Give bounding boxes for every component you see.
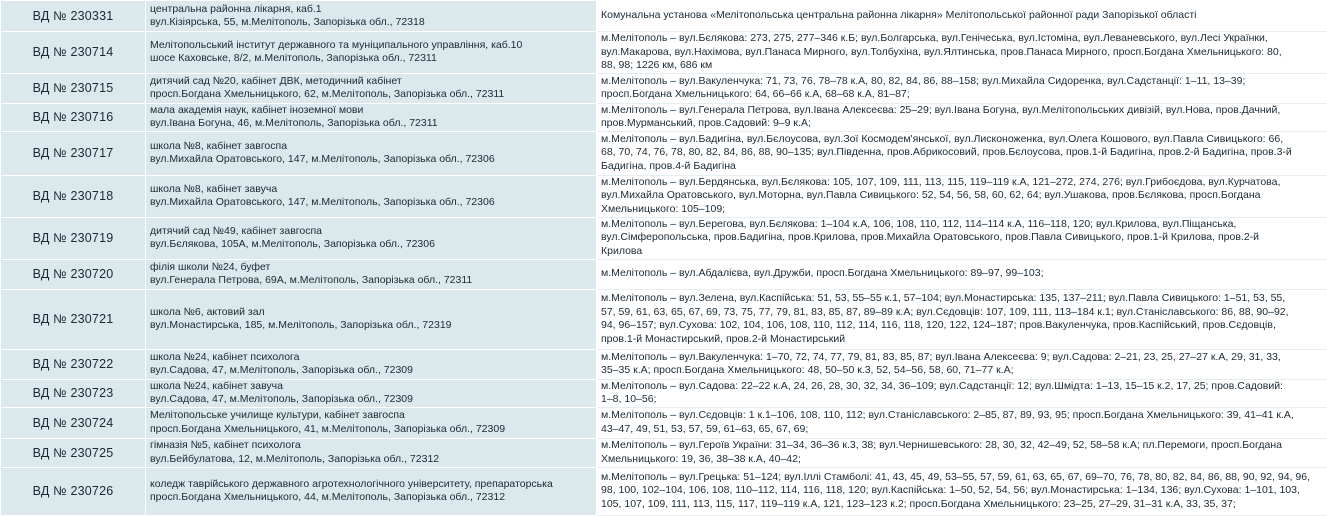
table-row bbox=[1, 1, 1327, 32]
polling-place-address: шосе Каховське, 8/2, м.Мелітополь, Запорізька обл., 72311 bbox=[150, 52, 437, 65]
boundary-text-line: вул.Михайла Оратовського, вул.Моторна, вул.Павла Сивицького: 52, 54, 56, 58, 60, 62, 64; вул.Ушакова, пров.Бєлякова, просп.Богдана bbox=[601, 189, 1261, 202]
boundary-text-line: пров.1-й Монастирський, пров.2-й Монастирський bbox=[601, 332, 846, 345]
boundary-text-line: Бадигіна, пров.4-й Бадигіна bbox=[601, 159, 736, 172]
polling-place-address: вул.Михайла Оратовського, 147, м.Мелітополь, Запорізька обл., 72306 bbox=[150, 153, 495, 165]
boundary-text-line: м.Мелітополь – вул.Вакуленчука: 71, 73, 76, 78–78 к.А, 80, 82, 84, 86, 88–158; вул.Михайла Сидоренка, вул.Садстанції: 1–11, 13–39; bbox=[601, 74, 1246, 87]
polling-place-name: школа №6, актовий зал bbox=[150, 305, 265, 318]
district-boundaries bbox=[597, 467, 1327, 515]
boundary-text-line: Комунальна установа «Мелітопольська центральна районна лікарня» Мелітопольської районної ради Запорізької області bbox=[601, 9, 1197, 22]
boundary-text-line: Хмельницького: 19, 36, 38–38 к.А, 40–42; bbox=[601, 452, 801, 465]
district-number: ВД № 230724 bbox=[1, 407, 146, 438]
district-boundaries bbox=[597, 259, 1327, 289]
polling-location bbox=[146, 259, 597, 289]
district-boundaries bbox=[597, 73, 1327, 103]
polling-place-name: Мелітопольське училище культури, кабінет завгоспа bbox=[150, 409, 405, 421]
boundary-text-line: пров.Мурманський, пров.Садовий: 9–9 к.А; bbox=[601, 117, 811, 129]
district-boundaries bbox=[597, 131, 1327, 175]
boundary-text-line: м.Мелітополь – вул.Зелена, вул.Каспійська: 51, 53, 55–55 к.1, 57–104; вул.Монастирська: 135, 137–211; вул.Павла Сивицького: 1–51, 53, 55, bbox=[601, 292, 1286, 304]
district-boundaries bbox=[597, 217, 1327, 259]
boundary-text-line: м.Мелітополь – вул.Сєдовців: 1 к.1–106, 108, 110, 112; вул.Станіславського: 2–85, 87, 89, 93, 95; просп.Богдана Хмельницького: 39, 41–41 к.А, bbox=[601, 409, 1294, 421]
boundary-text-line: 105, 107, 109, 111, 113, 115, 117, 119–119 к.А, 121, 123–123 к.2; просп.Богдана Хмельницького: 23–25, 27–29, 31–31 к.А, 33, 35, 37; bbox=[601, 497, 1236, 510]
table-row bbox=[1, 289, 1327, 349]
boundary-text-line: м.Мелітополь – вул.Берегова, вул.Бєлякова: 1–104 к.А, 106, 108, 110, 112, 114–114 к.А, 116–118, 120; вул.Крилова, вул.Піщанська, bbox=[601, 217, 1237, 230]
table-row bbox=[1, 175, 1327, 217]
polling-place-name: школа №24, кабінет завуча bbox=[150, 379, 283, 392]
polling-place-name: філія школи №24, буфет bbox=[150, 260, 271, 273]
polling-location bbox=[146, 467, 597, 515]
district-number: ВД № 230721 bbox=[1, 289, 146, 349]
table-row bbox=[1, 217, 1327, 259]
polling-location bbox=[146, 438, 597, 467]
boundary-text-line: просп.Богдана Хмельницького: 64, 66–66 к.А, 68–68 к.А, 81–87; bbox=[601, 88, 910, 100]
boundary-text-line: м.Мелітополь – вул.Героїв України: 31–34, 36–36 к.3, 38; вул.Чернишевського: 28, 30, 32, 42–49, 52, 58–58 к.А; пл.Перемоги, просп.Богдана bbox=[601, 439, 1282, 451]
boundary-text-line: 94, 96–157; вул.Сухова: 102, 104, 106, 108, 110, 112, 114, 116, 118, 120, 122, 124–187; пров.Вакуленчука, пров.Каспійський, пров.Сєдовців, bbox=[601, 319, 1276, 331]
district-number: ВД № 230723 bbox=[1, 379, 146, 407]
district-boundaries bbox=[597, 438, 1327, 467]
district-number: ВД № 230726 bbox=[1, 467, 146, 515]
polling-place-name: дитячий сад №20, кабінет ДВК, методичний кабінет bbox=[150, 74, 402, 87]
boundary-text-line: 43–47, 49, 51, 53, 57, 59, 61–63, 65, 67, 69; bbox=[601, 422, 809, 435]
polling-location bbox=[146, 103, 597, 131]
boundary-text-line: 57, 59, 61, 63, 65, 67, 69, 73, 75, 77, 79, 81, 83, 85, 87, 89–89 к.А; вул.Сєдовців: 107, 109, 111, 113–184 к.1; вул.Станіславського: 86, 88, 90–92, bbox=[601, 305, 1289, 318]
district-boundaries bbox=[597, 349, 1327, 379]
district-boundaries bbox=[597, 32, 1327, 74]
polling-location bbox=[146, 349, 597, 379]
boundary-text-line: м.Мелітополь – вул.Садова: 22–22 к.А, 24, 26, 28, 30, 32, 34, 36–109; вул.Садстанції: 12; вул.Шмідта: 1–13, 15–15 к.2, 17, 25; пров.Садовий: bbox=[601, 379, 1283, 392]
boundary-text-line: Хмельницького: 105–109; bbox=[601, 202, 726, 215]
district-number: ВД № 230718 bbox=[1, 175, 146, 217]
boundary-text-line: 1–8, 10–56; bbox=[601, 393, 657, 405]
polling-place-address: вул.Бєлякова, 105А, м.Мелітополь, Запорізька обл., 72306 bbox=[150, 238, 435, 250]
table-row bbox=[1, 131, 1327, 175]
table-row bbox=[1, 259, 1327, 289]
polling-place-address: вул.Садова, 47, м.Мелітополь, Запорізька обл., 72309 bbox=[150, 393, 413, 405]
polling-place-address: вул.Бейбулатова, 12, м.Мелітополь, Запорізька обл., 72312 bbox=[150, 452, 440, 465]
polling-place-name: Мелітопольський інститут державного та муніципального управління, каб.10 bbox=[150, 38, 523, 51]
polling-place-address: вул.Івана Богуна, 46, м.Мелітополь, Запорізька обл., 72311 bbox=[150, 117, 438, 129]
boundary-text-line: вул.Сімферопольська, пров.Бадигіна, пров.Крилова, пров.Михайла Оратовського, пров.Павла Сивицького, пров.1-й Крилова, пров.2-й bbox=[601, 231, 1260, 244]
polling-location bbox=[146, 407, 597, 438]
polling-place-address: просп.Богдана Хмельницького, 44, м.Мелітополь, Запорізька обл., 72312 bbox=[150, 491, 506, 503]
polling-place-address: просп.Богдана Хмельницького, 62, м.Мелітополь, Запорізька обл., 72311 bbox=[150, 88, 505, 100]
polling-location bbox=[146, 131, 597, 175]
polling-place-name: школа №8, кабінет завгоспа bbox=[150, 139, 288, 152]
table-row bbox=[1, 438, 1327, 467]
district-number: ВД № 230720 bbox=[1, 259, 146, 289]
boundary-text-line: вул.Макарова, вул.Нахімова, вул.Панаса Мирного, вул.Толбухіна, вул.Ялтинська, пров.Панаса Мирного, просп.Богдана Хмельницького: 80, bbox=[601, 45, 1282, 58]
table-row bbox=[1, 379, 1327, 407]
polling-location bbox=[146, 1, 597, 32]
district-number: ВД № 230719 bbox=[1, 217, 146, 259]
district-boundaries bbox=[597, 175, 1327, 217]
boundary-text-line: м.Мелітополь – вул.Бєлякова: 273, 275, 277–346 к.Б; вул.Болгарська, вул.Генічеська, вул.Істоміна, вул.Леваневського, вул.Лесі Українки, bbox=[601, 32, 1268, 44]
table-row bbox=[1, 32, 1327, 74]
district-number: ВД № 230715 bbox=[1, 73, 146, 103]
polling-location bbox=[146, 73, 597, 103]
polling-place-address: вул.Генерала Петрова, 69А, м.Мелітополь, Запорізька обл., 72311 bbox=[150, 274, 473, 286]
table-row bbox=[1, 73, 1327, 103]
boundary-text-line: м.Мелітополь – вул.Бадигіна, вул.Бєлоусова, вул.Зої Космодем'янської, вул.Лисконоженка, вул.Олега Кошового, вул.Павла Сивицького: 66, bbox=[601, 132, 1284, 145]
district-number: ВД № 230714 bbox=[1, 32, 146, 74]
district-boundaries bbox=[597, 289, 1327, 349]
district-boundaries bbox=[597, 1, 1327, 32]
district-boundaries bbox=[597, 407, 1327, 438]
table-row bbox=[1, 349, 1327, 379]
polling-location bbox=[146, 175, 597, 217]
polling-place-name: школа №8, кабінет завуча bbox=[150, 182, 278, 195]
boundary-text-line: Крилова bbox=[601, 244, 643, 257]
polling-location bbox=[146, 32, 597, 74]
polling-place-address: вул.Монастирська, 185, м.Мелітополь, Запорізька обл., 72319 bbox=[150, 319, 452, 331]
district-number: ВД № 230717 bbox=[1, 131, 146, 175]
district-number: ВД № 230722 bbox=[1, 349, 146, 379]
polling-place-name: гімназія №5, кабінет психолога bbox=[150, 439, 301, 451]
polling-place-name: дитячий сад №49, кабінет завгоспа bbox=[150, 224, 322, 237]
table-row bbox=[1, 407, 1327, 438]
polling-place-name: школа №24, кабінет психолога bbox=[150, 350, 300, 363]
district-boundaries bbox=[597, 103, 1327, 131]
boundary-text-line: м.Мелітополь – вул.Вакуленчука: 1–70, 72, 74, 77, 79, 81, 83, 85, 87; вул.Івана Алексеєва: 9; вул.Садова: 2–21, 23, 25, 27–27 к.А, 29, 31, 33, bbox=[601, 350, 1281, 363]
boundary-text-line: 68, 70, 74, 76, 78, 80, 82, 84, 86, 88, 90–135; вул.Південна, пров.Абрикосовий, пров.Бєлоусова, пров.1-й Бадигіна, пров.2-й Бадигіна, пров.3-й bbox=[601, 146, 1292, 159]
district-boundaries bbox=[597, 379, 1327, 407]
table-row bbox=[1, 103, 1327, 131]
district-number: ВД № 230716 bbox=[1, 103, 146, 131]
polling-location bbox=[146, 379, 597, 407]
polling-place-name: центральна районна лікарня, каб.1 bbox=[150, 2, 322, 15]
polling-place-address: вул.Кізіярська, 55, м.Мелітополь, Запорізька обл., 72318 bbox=[150, 16, 425, 28]
boundary-text-line: 98, 100, 102–104, 106, 108, 110–112, 114, 116, 118, 120; вул.Каспійська: 1–50, 52, 54, 56; вул.Монастирська: 1–134, 136; вул.Сухова: 1–101, 103, bbox=[601, 484, 1300, 497]
polling-place-address: вул.Садова, 47, м.Мелітополь, Запорізька обл., 72309 bbox=[150, 364, 413, 376]
boundary-text-line: м.Мелітополь – вул.Бердянська, вул.Бєлякова: 105, 107, 109, 111, 113, 115, 119–119 к.А, 121–272, 274, 276; вул.Грибоєдова, вул.Курчатова, bbox=[601, 175, 1281, 188]
polling-location bbox=[146, 289, 597, 349]
polling-place-address: вул.Михайла Оратовського, 147, м.Мелітополь, Запорізька обл., 72306 bbox=[150, 196, 495, 208]
boundary-text-line: 88, 98; 1226 км, 686 км bbox=[601, 59, 713, 71]
boundary-text-line: м.Мелітополь – вул.Грецька: 51–124; вул.Іллі Стамболі: 41, 43, 45, 49, 53–55, 57, 59, 61, 63, 65, 67, 69–70, 76, 78, 80, 82, 84, 86, 88, 90, 92, 94, 96, bbox=[601, 470, 1310, 483]
district-number: ВД № 230331 bbox=[1, 1, 146, 32]
polling-location bbox=[146, 217, 597, 259]
polling-place-address: просп.Богдана Хмельницького, 41, м.Мелітополь, Запорізька обл., 72309 bbox=[150, 422, 506, 435]
table-row bbox=[1, 467, 1327, 515]
polling-place-name: мала академія наук, кабінет іноземної мови bbox=[150, 103, 364, 116]
polling-place-name: коледж таврійського державного агротехнологічного університету, препараторська bbox=[150, 477, 553, 490]
boundary-text-line: м.Мелітополь – вул.Генерала Петрова, вул.Івана Алексеєва: 25–29; вул.Івана Богуна, вул.Мелітопольських дивізій, вул.Нова, пров.Дачний, bbox=[601, 103, 1281, 116]
district-number: ВД № 230725 bbox=[1, 438, 146, 467]
boundary-text-line: м.Мелітополь – вул.Абдалієва, вул.Дружби, просп.Богдана Хмельницького: 89–97, 99–103; bbox=[601, 267, 1044, 280]
boundary-text-line: 35–35 к.А; просп.Богдана Хмельницького: 48, 50–50 к.3, 52, 54–56, 58, 60, 71–77 к.А; bbox=[601, 364, 1014, 376]
